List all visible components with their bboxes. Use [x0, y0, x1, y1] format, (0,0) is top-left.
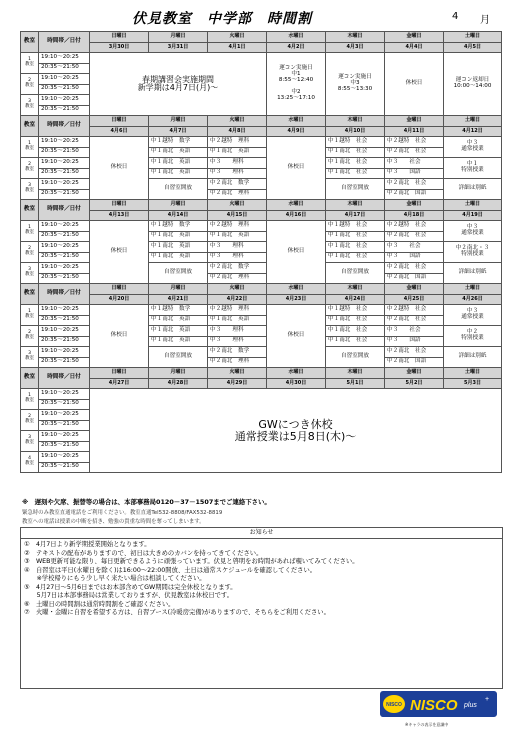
class-cell: 中２南北 理科 — [208, 357, 267, 368]
date-cell: 4月28日 — [149, 378, 208, 389]
date-cell: 4月20日 — [90, 294, 149, 305]
day-sun: 日曜日 — [90, 200, 149, 211]
room-label: 2 教室 — [21, 158, 39, 179]
study-room: 自習室開放 — [149, 263, 208, 284]
time-date-header: 時間帯／日付 — [39, 32, 90, 53]
time-date-header: 時間帯／日付 — [39, 368, 90, 389]
day-thu: 木曜日 — [326, 32, 385, 43]
day-mon: 月曜日 — [149, 200, 208, 211]
sat-cell: 詳細は別紙 — [444, 347, 502, 368]
time-slot: 20:35～21:50 — [39, 63, 90, 74]
class-cell: 中２南北 社会 — [385, 263, 444, 274]
study-room: 自習室開放 — [149, 347, 208, 368]
time-slot: 20:35～21:50 — [39, 357, 90, 368]
time-slot: 20:35～21:50 — [39, 105, 90, 116]
room-label: 1 教室 — [21, 305, 39, 326]
class-cell: 中１南北 英語 — [208, 315, 267, 326]
date-cell: 4月23日 — [267, 294, 326, 305]
time-slot: 20:35～21:50 — [39, 462, 90, 473]
room-label: 3 教室 — [21, 431, 39, 452]
day-thu: 木曜日 — [326, 284, 385, 295]
date-cell: 4月4日 — [385, 42, 444, 53]
svg-text:NISCO: NISCO — [410, 697, 458, 714]
class-cell: 中２越特 理科 — [208, 305, 267, 316]
room-label: 1 教室 — [21, 53, 39, 74]
time-slot: 19:10～20:25 — [39, 305, 90, 316]
date-cell: 4月6日 — [90, 126, 149, 137]
class-cell: 中３ 社会 — [385, 158, 444, 169]
emergency-note: 緊急時のみ教室直通電話をご利用ください。教室直通Tel532-8808/FAX532-8819 — [22, 510, 223, 516]
logo-tagline: ※キャラの表示を意識中 — [405, 722, 449, 727]
date-cell: 4月10日 — [326, 126, 385, 137]
contact-note: ※ 遅刻や欠席、振替等の場合は、本部事務局0120－37－1507までご連絡下さい。 — [22, 498, 271, 506]
event-thu: 運コン実施日 中3 8:55～13:30 — [326, 53, 385, 116]
time-slot: 20:35～21:50 — [39, 84, 90, 95]
day-wed: 水曜日 — [267, 200, 326, 211]
class-cell: 中３ 社会 — [385, 326, 444, 337]
room-header: 教室 — [21, 368, 39, 389]
time-slot: 20:35～21:50 — [39, 252, 90, 263]
notice-item: ⑥ 土曜日の時間割は通常時間割をご確認ください。 — [24, 600, 175, 608]
time-slot: 19:10～20:25 — [39, 158, 90, 169]
class-cell: 中２南北 数学 — [208, 179, 267, 190]
day-wed: 水曜日 — [267, 116, 326, 127]
day-fri: 金曜日 — [385, 116, 444, 127]
class-cell: 中１南北 英語 — [149, 252, 208, 263]
day-tue: 火曜日 — [208, 116, 267, 127]
date-cell: 4月24日 — [326, 294, 385, 305]
room-header: 教室 — [21, 32, 39, 53]
time-slot: 20:35～21:50 — [39, 147, 90, 158]
date-cell: 4月14日 — [149, 210, 208, 221]
day-sat: 土曜日 — [444, 116, 502, 127]
time-date-header: 時間帯／日付 — [39, 284, 90, 305]
day-sat: 土曜日 — [444, 284, 502, 295]
date-cell: 4月9日 — [267, 126, 326, 137]
class-cell: 中１南北 社会 — [326, 242, 385, 253]
class-cell: 中２南北 数学 — [208, 263, 267, 274]
day-mon: 月曜日 — [149, 368, 208, 379]
notice-item: 5月7日は本部事務局は営業しておりますが、伏見教室は休校日です。 — [24, 592, 234, 599]
time-date-header: 時間帯／日付 — [39, 200, 90, 221]
time-slot: 20:35～21:50 — [39, 315, 90, 326]
sat-cell: 詳細は別紙 — [444, 179, 502, 200]
time-slot: 19:10～20:25 — [39, 410, 90, 421]
gw-notice: GWにつき休校 通常授業は5月8日(木)～ — [90, 389, 502, 473]
time-slot: 20:35～21:50 — [39, 336, 90, 347]
notice-item: ⑦ 火曜・金曜に自習を希望する方は、自習ブース(冷暖房完備)がありますので、そちらをご利用ください。 — [24, 609, 330, 616]
class-cell: 中１越特 社会 — [326, 221, 385, 232]
notice-item: ④ 自習室は平日(水曜日を除く)は16:00～22:00開放、土日は通常スケジュールを確認してください。 — [24, 566, 317, 574]
class-cell: 中１越特 社会 — [326, 305, 385, 316]
date-cell: 5月2日 — [385, 378, 444, 389]
month-unit: 月 — [480, 15, 490, 26]
day-sat: 土曜日 — [444, 32, 502, 43]
date-cell: 4月1日 — [208, 42, 267, 53]
day-tue: 火曜日 — [208, 32, 267, 43]
sat-cell: 中１ 特別授業 — [444, 158, 502, 179]
class-cell: 中２越特 理科 — [208, 221, 267, 232]
holiday-sun: 休校日 — [90, 137, 149, 200]
class-cell: 中２南北 数学 — [208, 347, 267, 358]
day-sat: 土曜日 — [444, 200, 502, 211]
class-cell: 中２南北 国語 — [385, 357, 444, 368]
class-cell: 中１南北 英語 — [208, 231, 267, 242]
class-cell: 中２南北 理科 — [208, 189, 267, 200]
holiday-fri: 休校日 — [385, 53, 444, 116]
room-label: 2 教室 — [21, 242, 39, 263]
day-fri: 金曜日 — [385, 368, 444, 379]
study-room: 自習室開放 — [326, 179, 385, 200]
day-sat: 土曜日 — [444, 368, 502, 379]
date-cell: 4月16日 — [267, 210, 326, 221]
holiday-wed: 休校日 — [267, 137, 326, 200]
date-cell: 4月12日 — [444, 126, 502, 137]
time-slot: 19:10～20:25 — [39, 137, 90, 148]
time-slot: 20:35～21:50 — [39, 441, 90, 452]
class-cell: 中１南北 社会 — [326, 158, 385, 169]
day-mon: 月曜日 — [149, 284, 208, 295]
day-mon: 月曜日 — [149, 32, 208, 43]
day-fri: 金曜日 — [385, 32, 444, 43]
room-label: 3 教室 — [21, 263, 39, 284]
date-cell: 4月15日 — [208, 210, 267, 221]
room-label: 1 教室 — [21, 137, 39, 158]
notice-list — [21, 541, 502, 618]
date-cell: 4月26日 — [444, 294, 502, 305]
study-room: 自習室開放 — [326, 347, 385, 368]
svg-text:plus: plus — [464, 702, 477, 709]
notice-item: ※学校帰りにもう少し早く来たい場合は相談してください。 — [24, 575, 206, 582]
class-cell: 中３ 理科 — [208, 168, 267, 179]
day-thu: 木曜日 — [326, 116, 385, 127]
class-cell: 中３ 国語 — [385, 168, 444, 179]
sat-cell: 中３ 通常授業 — [444, 137, 502, 158]
time-slot: 19:10～20:25 — [39, 242, 90, 253]
time-slot: 20:35～21:50 — [39, 420, 90, 431]
class-cell: 中２南北 社会 — [385, 231, 444, 242]
date-cell: 4月2日 — [267, 42, 326, 53]
time-slot: 19:10～20:25 — [39, 347, 90, 358]
spring-notice: 春期講習会実施期間 新学期は4月7日(月)～ — [90, 53, 267, 116]
class-cell: 中１南北 社会 — [326, 147, 385, 158]
class-cell: 中１南北 社会 — [326, 315, 385, 326]
class-cell: 中２越特 社会 — [385, 137, 444, 148]
time-slot: 20:35～21:50 — [39, 189, 90, 200]
class-cell: 中１南北 社会 — [326, 252, 385, 263]
class-cell: 中１越特 社会 — [326, 137, 385, 148]
sat-cell: 中３ 通常授業 — [444, 221, 502, 242]
class-cell: 中２南北 社会 — [385, 179, 444, 190]
room-label: 3 教室 — [21, 95, 39, 116]
class-cell: 中２南北 社会 — [385, 315, 444, 326]
sat-cell: 中２南北・３ 特別授業 — [444, 242, 502, 263]
date-cell: 3月30日 — [90, 42, 149, 53]
room-header: 教室 — [21, 200, 39, 221]
date-cell: 4月5日 — [444, 42, 502, 53]
time-slot: 20:35～21:50 — [39, 231, 90, 242]
room-label: 4 教室 — [21, 452, 39, 473]
time-slot: 19:10～20:25 — [39, 452, 90, 463]
class-cell: 中１南北 英語 — [149, 158, 208, 169]
time-date-header: 時間帯／日付 — [39, 116, 90, 137]
class-cell: 中３ 理科 — [208, 252, 267, 263]
holiday-sun: 休校日 — [90, 305, 149, 368]
sat-cell: 中２ 特別授業 — [444, 326, 502, 347]
date-cell: 4月22日 — [208, 294, 267, 305]
day-mon: 月曜日 — [149, 116, 208, 127]
day-wed: 水曜日 — [267, 284, 326, 295]
holiday-wed: 休校日 — [267, 221, 326, 284]
day-sun: 日曜日 — [90, 368, 149, 379]
day-thu: 木曜日 — [326, 368, 385, 379]
class-cell: 中３ 理科 — [208, 326, 267, 337]
room-label: 3 教室 — [21, 179, 39, 200]
date-cell: 4月27日 — [90, 378, 149, 389]
room-label: 3 教室 — [21, 347, 39, 368]
day-sun: 日曜日 — [90, 116, 149, 127]
date-cell: 4月11日 — [385, 126, 444, 137]
date-cell: 4月25日 — [385, 294, 444, 305]
svg-text:+: + — [485, 696, 490, 703]
room-label: 2 教室 — [21, 326, 39, 347]
time-slot: 19:10～20:25 — [39, 74, 90, 85]
time-slot: 19:10～20:25 — [39, 179, 90, 190]
time-slot: 19:10～20:25 — [39, 431, 90, 442]
event-wed: 運コン実施日 中1 8:55～12:40 中2 13:25～17:10 — [267, 53, 326, 116]
class-cell: 中１南北 英語 — [149, 315, 208, 326]
date-cell: 4月8日 — [208, 126, 267, 137]
class-cell: 中１南北 英語 — [149, 336, 208, 347]
date-cell: 4月7日 — [149, 126, 208, 137]
sat-cell: 詳細は別紙 — [444, 263, 502, 284]
date-cell: 4月30日 — [267, 378, 326, 389]
room-label: 2 教室 — [21, 74, 39, 95]
class-cell: 中１南北 英語 — [149, 326, 208, 337]
day-tue: 火曜日 — [208, 368, 267, 379]
date-cell: 5月1日 — [326, 378, 385, 389]
holiday-wed: 休校日 — [267, 305, 326, 368]
sat-cell: 中３ 通常授業 — [444, 305, 502, 326]
room-header: 教室 — [21, 284, 39, 305]
notice-title: お知らせ — [21, 528, 502, 539]
date-cell: 5月3日 — [444, 378, 502, 389]
class-cell: 中１南北 英語 — [149, 242, 208, 253]
class-cell: 中１南北 社会 — [326, 336, 385, 347]
week-header — [21, 32, 502, 43]
class-cell: 中２越特 理科 — [208, 137, 267, 148]
day-fri: 金曜日 — [385, 284, 444, 295]
class-cell: 中３ 理科 — [208, 336, 267, 347]
study-room: 自習室開放 — [149, 179, 208, 200]
class-cell: 中２南北 国語 — [385, 189, 444, 200]
date-cell: 4月21日 — [149, 294, 208, 305]
notice-item: ② テキストの配布がありますので、初日は大きめのカバンを持ってきてください。 — [24, 549, 263, 557]
date-cell: 4月29日 — [208, 378, 267, 389]
class-cell: 中１南北 英語 — [149, 168, 208, 179]
time-slot: 20:35～21:50 — [39, 168, 90, 179]
class-cell: 中３ 理科 — [208, 158, 267, 169]
class-cell: 中２南北 理科 — [208, 273, 267, 284]
study-room: 自習室開放 — [326, 263, 385, 284]
class-cell: 中２南北 社会 — [385, 347, 444, 358]
room-label: 2 教室 — [21, 410, 39, 431]
holiday-sun: 休校日 — [90, 221, 149, 284]
class-cell: 中３ 国語 — [385, 336, 444, 347]
class-cell: 中３ 社会 — [385, 242, 444, 253]
class-cell: 中２南北 社会 — [385, 147, 444, 158]
date-cell: 4月17日 — [326, 210, 385, 221]
class-cell: 中１南北 社会 — [326, 326, 385, 337]
time-slot: 20:35～21:50 — [39, 273, 90, 284]
class-cell: 中１南北 英語 — [149, 231, 208, 242]
page-title: 伏見教室 中学部 時間割 — [132, 11, 312, 27]
class-cell: 中１南北 英語 — [149, 147, 208, 158]
class-cell: 中１越特 数学 — [149, 221, 208, 232]
date-cell: 4月3日 — [326, 42, 385, 53]
class-cell: 中２越特 社会 — [385, 305, 444, 316]
room-label: 1 教室 — [21, 221, 39, 242]
time-slot: 19:10～20:25 — [39, 95, 90, 106]
day-tue: 火曜日 — [208, 200, 267, 211]
time-slot: 19:10～20:25 — [39, 263, 90, 274]
class-cell: 中２南北 国語 — [385, 273, 444, 284]
class-cell: 中１南北 社会 — [326, 168, 385, 179]
svg-text:NISCO: NISCO — [386, 702, 402, 708]
notice-item: ⑤ 4月27日～5月6日まではお本部含めてGW期間は完全休校となります。 — [24, 583, 237, 591]
class-cell: 中３ 国語 — [385, 252, 444, 263]
phone-note: 教室への電話は授業の中断を招き、勉強の貴重な時間を奪ってしまいます。 — [22, 519, 205, 525]
class-cell: 中３ 理科 — [208, 242, 267, 253]
class-cell: 中１南北 英語 — [208, 147, 267, 158]
timetable — [20, 31, 502, 473]
notice-item: ① 4月7日より新学期授業開始となります。 — [24, 541, 151, 548]
date-cell: 4月13日 — [90, 210, 149, 221]
time-slot: 19:10～20:25 — [39, 389, 90, 400]
class-cell: 中１南北 社会 — [326, 231, 385, 242]
date-cell: 4月19日 — [444, 210, 502, 221]
event-sat: 運コン返却日 10:00～14:00 — [444, 53, 502, 116]
time-slot: 19:10～20:25 — [39, 221, 90, 232]
day-fri: 金曜日 — [385, 200, 444, 211]
time-slot: 19:10～20:25 — [39, 326, 90, 337]
room-header: 教室 — [21, 116, 39, 137]
day-thu: 木曜日 — [326, 200, 385, 211]
time-slot: 20:35～21:50 — [39, 399, 90, 410]
date-cell: 4月18日 — [385, 210, 444, 221]
day-wed: 水曜日 — [267, 368, 326, 379]
time-slot: 19:10～20:25 — [39, 53, 90, 64]
day-tue: 火曜日 — [208, 284, 267, 295]
notice-item: ③ WEB更新可能な限り、毎日更新できるように頑張っています。伏見と啓明をお時間があれば覗いてみてください。 — [24, 558, 359, 565]
header — [0, 6, 517, 30]
class-cell: 中２越特 社会 — [385, 221, 444, 232]
room-label: 1 教室 — [21, 389, 39, 410]
nisco-logo — [380, 689, 497, 719]
day-wed: 水曜日 — [267, 32, 326, 43]
month-number: 4 — [452, 11, 459, 22]
notice-box — [20, 527, 503, 689]
date-cell: 3月31日 — [149, 42, 208, 53]
class-cell: 中１越特 数学 — [149, 305, 208, 316]
class-cell: 中１越特 数学 — [149, 137, 208, 148]
day-sun: 日曜日 — [90, 32, 149, 43]
day-sun: 日曜日 — [90, 284, 149, 295]
